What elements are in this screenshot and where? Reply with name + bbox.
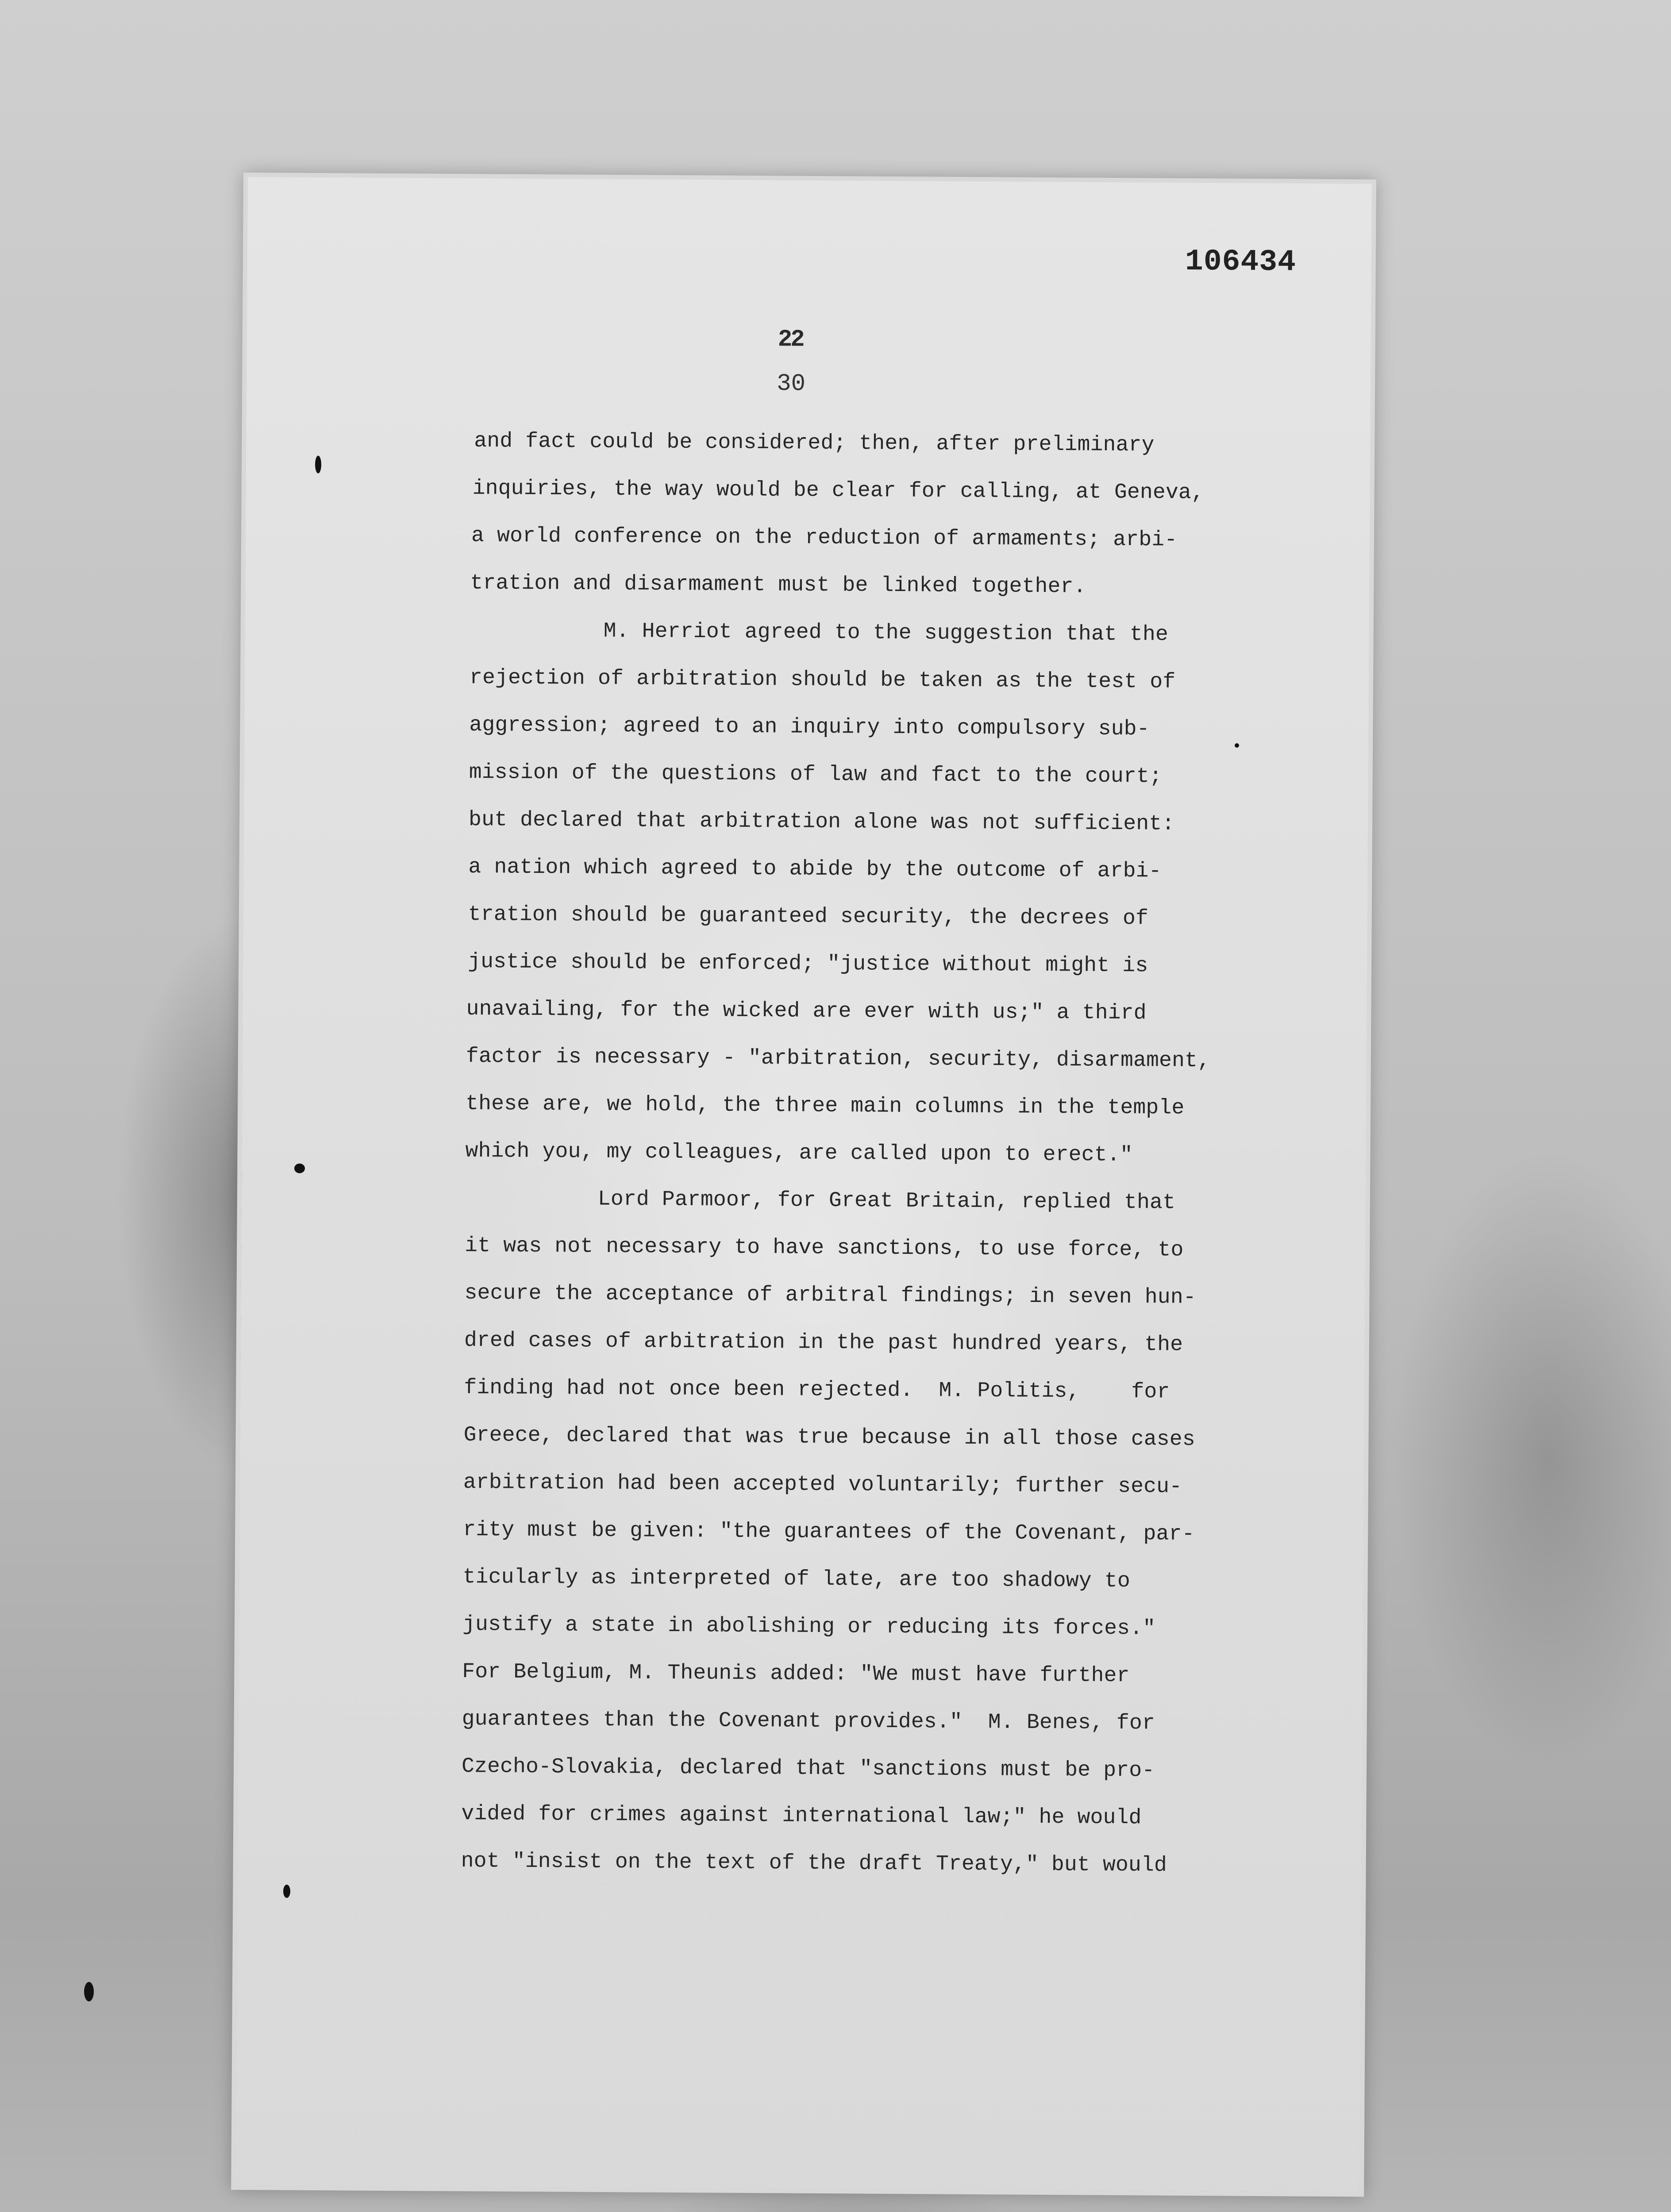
text-line: M. Herriot agreed to the suggestion that the [603, 619, 1169, 647]
dust-speck [1235, 743, 1239, 748]
text-line: rity must be given: "the guarantees of the Covenant, par- [463, 1518, 1195, 1547]
text-line: tration should be guaranteed security, the decrees of [468, 902, 1149, 931]
text-line: inquiries, the way would be clear for calling, at Geneva, [472, 476, 1205, 505]
document-page [235, 177, 1372, 2192]
text-line: but declared that arbitration alone was not sufficient: [468, 808, 1175, 836]
dust-speck [294, 1164, 305, 1173]
text-line: a nation which agreed to abide by the outcome of arbi- [468, 855, 1162, 883]
text-line: tration and disarmament must be linked together. [470, 571, 1086, 599]
text-line: vided for crimes against international law;" he would [461, 1802, 1142, 1830]
text-line: justify a state in abolishing or reducing its forces." [462, 1613, 1156, 1641]
old-page-number: 22 [778, 326, 803, 353]
dust-speck [315, 456, 321, 473]
text-line: secure the acceptance of arbitral findings; in seven hun- [464, 1281, 1197, 1310]
text-line: arbitration had been accepted voluntarily; further secu- [463, 1471, 1182, 1499]
text-line: rejection of arbitration should be taken as the test of [469, 666, 1176, 694]
body-text [246, 429, 1371, 1878]
text-line: Lord Parmoor, for Great Britain, replied that [597, 1187, 1176, 1215]
text-line: unavailing, for the wicked are ever with us;" a third [466, 997, 1147, 1025]
text-line: it was not necessary to have sanctions, to use force, to [465, 1234, 1184, 1262]
text-line: For Belgium, M. Theunis added: "We must have further [462, 1660, 1130, 1688]
text-line: factor is necessary - "arbitration, security, disarmament, [466, 1045, 1211, 1073]
text-line: finding had not once been rejected. M. Politis, for [464, 1376, 1170, 1404]
text-line: guarantees than the Covenant provides." M. Benes, for [462, 1707, 1155, 1736]
text-line: not "insist on the text of the draft Treaty," but would [461, 1849, 1167, 1878]
text-line: which you, my colleagues, are called upon to erect." [465, 1139, 1133, 1167]
text-line: ticularly as interpreted of late, are too shadowy to [462, 1565, 1131, 1594]
text-line: Greece, declared that was true because in all those cases [463, 1423, 1196, 1452]
dust-speck [84, 1982, 94, 2001]
text-line: mission of the questions of law and fact to the court; [469, 760, 1163, 789]
text-line: a world conference on the reduction of armaments; arbi- [471, 524, 1178, 552]
text-line: and fact could be considered; then, after preliminary [474, 429, 1155, 457]
text-line: aggression; agreed to an inquiry into compulsory sub- [469, 713, 1150, 741]
text-line: justice should be enforced; "justice without might is [468, 950, 1148, 978]
text-line: these are, we hold, the three main columns in the temple [466, 1092, 1185, 1120]
dust-speck [283, 1885, 290, 1898]
text-line: Czecho-Slovakia, declared that "sanctions must be pro- [461, 1755, 1155, 1783]
text-line: dred cases of arbitration in the past hundred years, the [464, 1329, 1183, 1357]
page-number: 30 [776, 370, 806, 398]
document-number: 106434 [1185, 244, 1297, 280]
